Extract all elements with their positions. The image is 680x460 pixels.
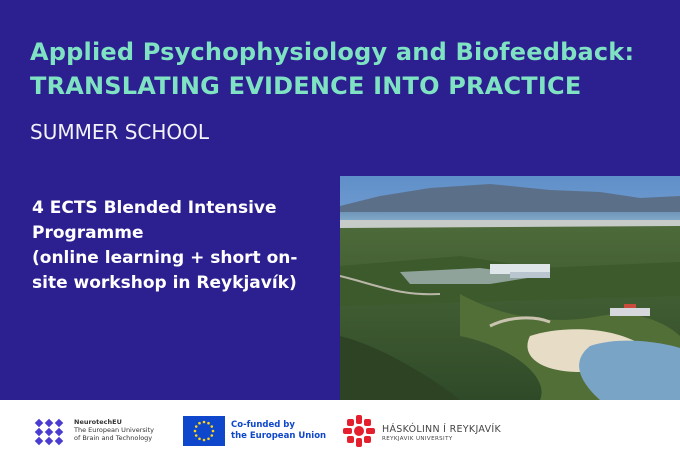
eu-text [231, 420, 326, 442]
reykjavik-university-logo [342, 414, 522, 448]
neurotech-name: NeurotechEU [74, 418, 122, 426]
neurotech-eu-logo [32, 414, 182, 450]
university-name-en: REYKJAVIK UNIVERSITY [382, 436, 453, 442]
programme-line: site workshop in Reykjavík) [32, 273, 297, 293]
programme-description [32, 196, 332, 296]
eu-flag-icon [183, 416, 225, 446]
eu-cofunded-logo [183, 416, 353, 448]
neurotech-logo-icon [32, 416, 66, 448]
campus-aerial-photo [340, 176, 680, 400]
programme-line: Programme [32, 223, 144, 243]
reykjavik-university-text [382, 424, 501, 442]
eu-line2: the European Union [231, 431, 327, 441]
reykjavik-university-logo-icon [342, 414, 376, 448]
subtitle: SUMMER SCHOOL [30, 120, 210, 144]
title-line-2: TRANSLATING EVIDENCE INTO PRACTICE [30, 72, 582, 100]
neurotech-text [74, 418, 154, 442]
programme-line: (online learning + short on- [32, 248, 298, 268]
eu-line1: Co-funded by [231, 420, 295, 430]
title-line-1: Applied Psychophysiology and Biofeedback: [30, 38, 635, 66]
neurotech-line3: of Brain and Technology [74, 434, 153, 442]
university-name: HÁSKÓLINN Í REYKJAVÍK [382, 424, 502, 435]
neurotech-line2: The European University [74, 426, 154, 434]
programme-line: 4 ECTS Blended Intensive [32, 198, 277, 218]
